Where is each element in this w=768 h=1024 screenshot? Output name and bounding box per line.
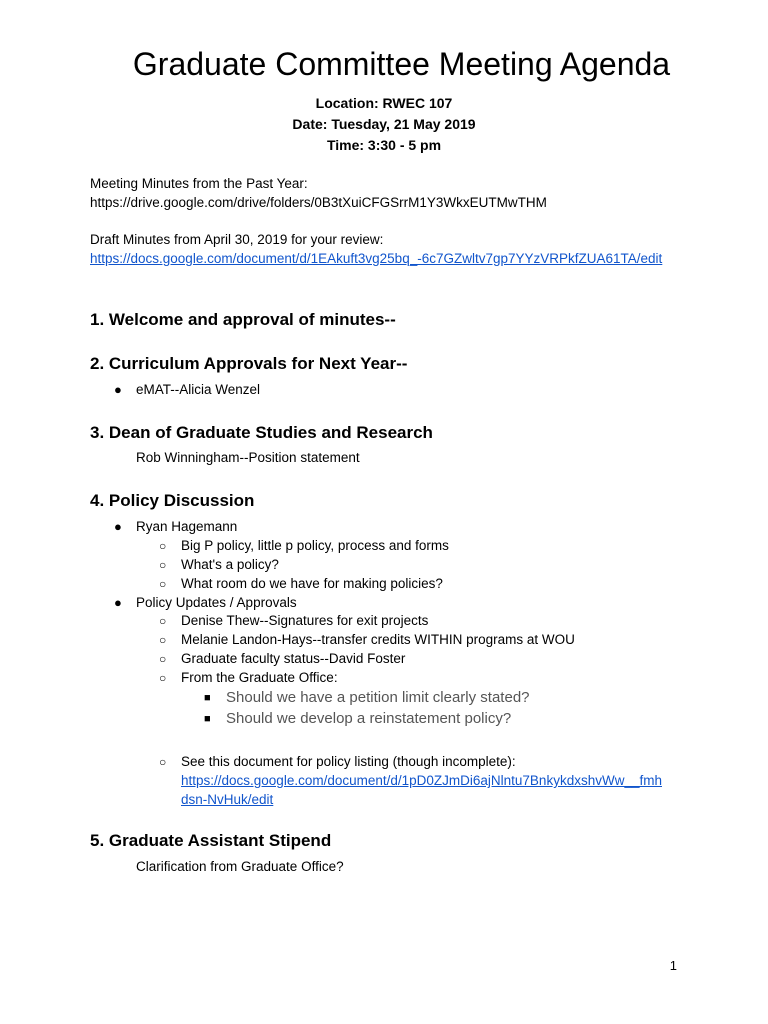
section-5-text: Clarification from Graduate Office? [136,859,344,874]
section-2-heading: 2. Curriculum Approvals for Next Year-- [90,354,408,373]
section-3-text: Rob Winningham--Position statement [136,450,360,465]
list-item: What's a policy? [181,557,279,572]
list-item: Big P policy, little p policy, process and forms [181,538,449,553]
meeting-date: Date: Tuesday, 21 May 2019 [292,116,476,132]
list-item: Ryan Hagemann [136,519,238,534]
circle-bullet-icon: ○ [159,755,167,769]
past-minutes-url: https://drive.google.com/drive/folders/0B3tXuiCFGSrrM1Y3WkxEUTMwTHM [90,195,547,210]
list-item: See this document for policy listing (though incomplete): [181,754,516,769]
policy-listing-link[interactable]: https://docs.google.com/document/d/1pD0ZJmDi6ajNlntu7BnkykdxshvWw__fmh [181,773,662,788]
list-item: Melanie Landon-Hays--transfer credits WITHIN programs at WOU [181,632,575,647]
section-1-heading: 1. Welcome and approval of minutes-- [90,310,396,329]
section-4-heading: 4. Policy Discussion [90,491,255,510]
circle-bullet-icon: ○ [159,671,167,685]
past-minutes-block [90,174,547,212]
list-item: eMAT--Alicia Wenzel [136,382,261,397]
list-item: Should we have a petition limit clearly stated? [226,689,530,706]
circle-bullet-icon: ○ [159,652,167,666]
page-number: 1 [669,958,677,973]
circle-bullet-icon: ○ [159,614,167,628]
draft-minutes-block [90,230,662,268]
square-bullet-icon: ■ [204,713,211,725]
bullet-icon: ● [114,382,122,397]
page-title: Graduate Committee Meeting Agenda [132,46,671,82]
circle-bullet-icon: ○ [159,558,167,572]
draft-minutes-label: Draft Minutes from April 30, 2019 for your review: [90,232,384,247]
list-item: Should we develop a reinstatement policy? [226,710,512,727]
draft-minutes-link[interactable]: https://docs.google.com/document/d/1EAkuft3vg25bq_-6c7GZwltv7gp7YYzVRPkfZUA61TA/edit [90,251,663,266]
square-bullet-icon: ■ [204,692,211,704]
list-item: From the Graduate Office: [181,670,338,685]
list-item: Denise Thew--Signatures for exit projects [181,613,429,628]
bullet-icon: ● [114,519,122,534]
circle-bullet-icon: ○ [159,577,167,591]
policy-listing-link-continued[interactable]: dsn-NvHuk/edit [181,792,274,807]
circle-bullet-icon: ○ [159,539,167,553]
bullet-icon: ● [114,595,122,610]
list-item: Policy Updates / Approvals [136,595,297,610]
meeting-location: Location: RWEC 107 [315,95,453,111]
meeting-time: Time: 3:30 - 5 pm [326,137,442,153]
past-minutes-label: Meeting Minutes from the Past Year: [90,176,308,191]
section-5-heading: 5. Graduate Assistant Stipend [90,831,332,850]
section-3-heading: 3. Dean of Graduate Studies and Research [90,423,433,442]
list-item: Graduate faculty status--David Foster [181,651,406,666]
circle-bullet-icon: ○ [159,633,167,647]
list-item: What room do we have for making policies? [181,576,443,591]
